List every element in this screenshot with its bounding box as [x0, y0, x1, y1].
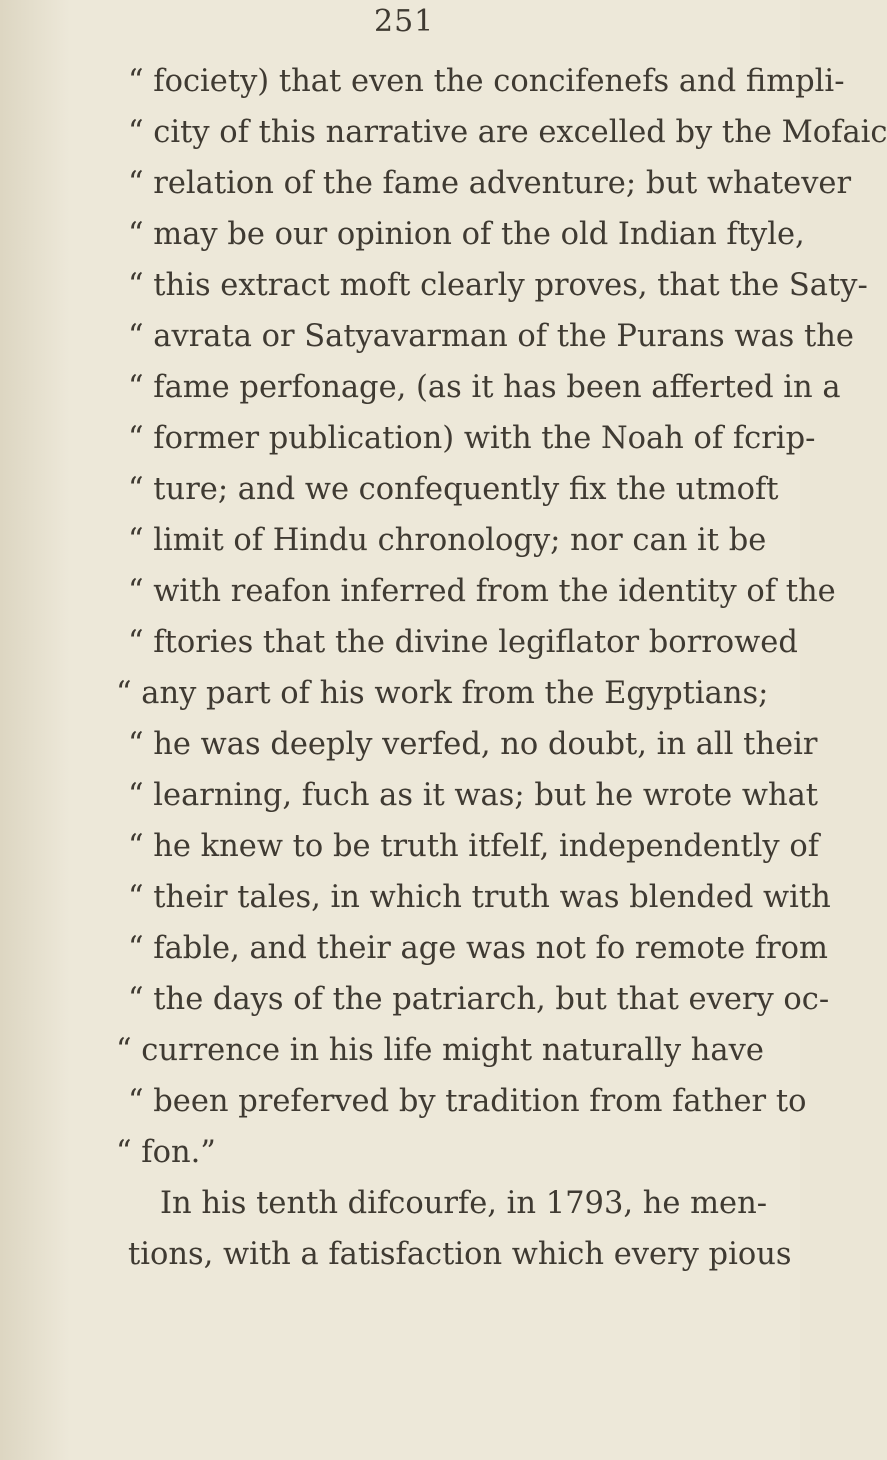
text-line: “ avrata or Satyavarman of the Purans was the — [128, 319, 854, 354]
text-line: “ learning, fuch as it was; but he wrote what — [128, 778, 819, 813]
text-line: “ the days of the patriarch, but that every oc- — [128, 982, 830, 1017]
text-line: “ former publication) with the Noah of fcrip- — [128, 421, 816, 456]
text-line: “ fon.” — [116, 1135, 216, 1170]
text-line: “ he was deeply verfed, no doubt, in all their — [128, 727, 818, 762]
body-text — [116, 56, 887, 1280]
text-line: “ relation of the fame adventure; but whatever — [128, 166, 852, 201]
text-line: “ been preferved by tradition from father to — [128, 1084, 807, 1119]
text-line: “ he knew to be truth itfelf, independently of — [128, 829, 820, 864]
text-line: “ with reafon inferred from the identity of the — [128, 574, 836, 609]
text-line: “ may be our opinion of the old Indian ftyle, — [128, 217, 805, 252]
text-line: “ fame perfonage, (as it has been afferted in a — [128, 370, 841, 405]
text-line: “ any part of his work from the Egyptians; — [116, 676, 769, 711]
text-line: “ ture; and we confequently fix the utmoft — [128, 472, 779, 507]
text-line: “ fable, and their age was not fo remote from — [128, 931, 828, 966]
text-line: “ this extract moft clearly proves, that the Saty- — [128, 268, 868, 303]
text-line: “ ftories that the divine legiflator borrowed — [128, 625, 798, 660]
text-line: “ their tales, in which truth was blended with — [128, 880, 831, 915]
paragraph-first-line: In his tenth difcourfe, in 1793, he men- — [160, 1186, 768, 1221]
page-number: 251 — [374, 4, 435, 39]
text-line: “ limit of Hindu chronology; nor can it be — [128, 523, 767, 558]
text-line: “ currence in his life might naturally have — [116, 1033, 764, 1068]
text-line: “ city of this narrative are excelled by the Mofaic — [128, 115, 887, 150]
text-line: tions, with a fatisfaction which every pious — [128, 1237, 792, 1272]
text-line: “ fociety) that even the concifenefs and fimpli- — [128, 64, 845, 99]
